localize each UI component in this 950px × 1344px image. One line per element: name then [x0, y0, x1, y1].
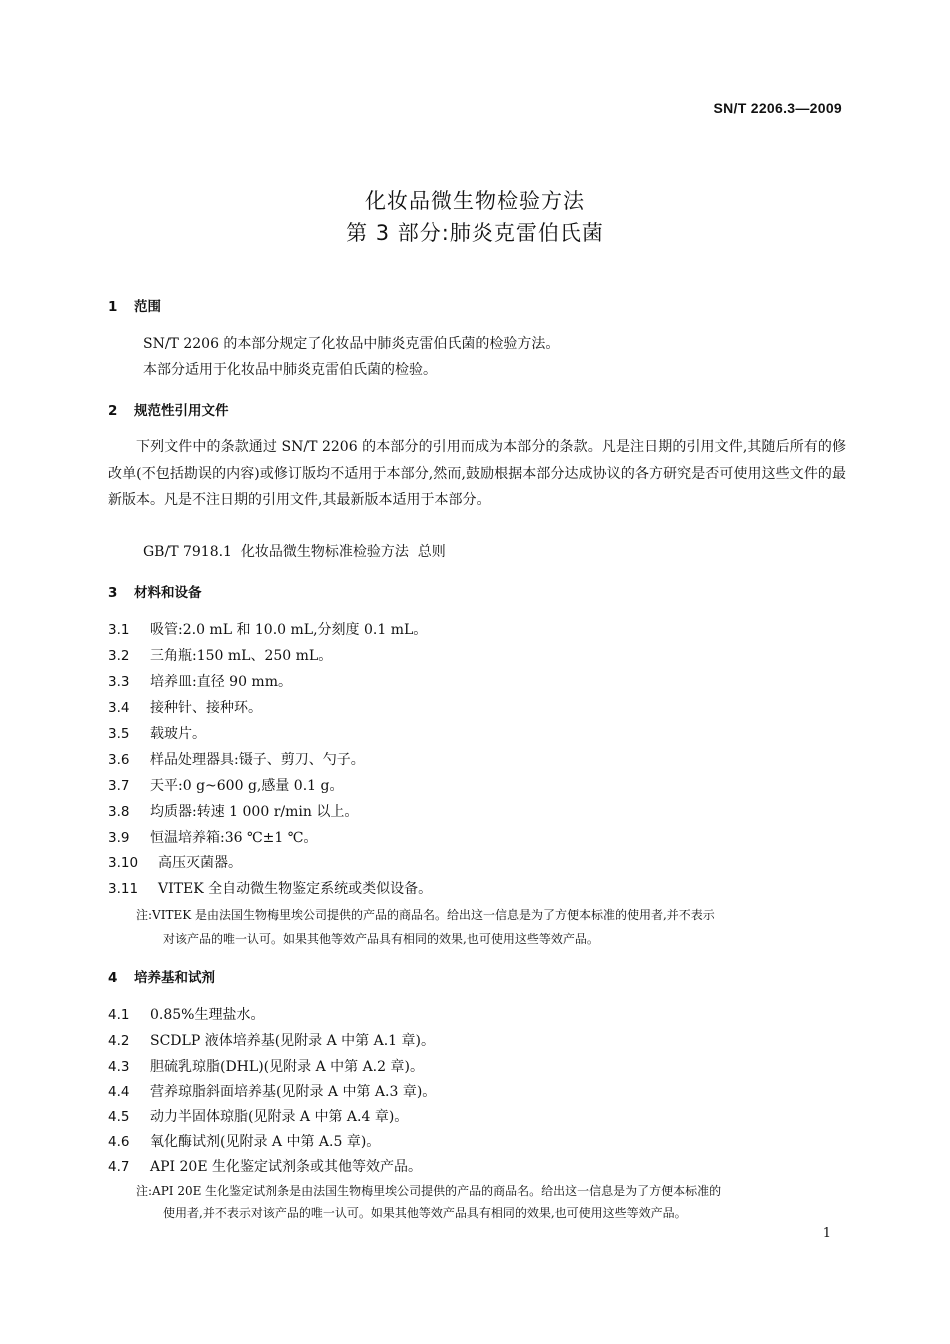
item-text: 恒温培养箱:36 ℃±1 ℃。 — [150, 830, 318, 846]
standard-code: SN/T 2206.3—2009 — [713, 100, 842, 116]
list-item — [108, 1056, 424, 1076]
item-text: 天平:0 g~600 g,感量 0.1 g。 — [150, 778, 344, 794]
list-item — [108, 852, 242, 872]
item-text: 均质器:转速 1 000 r/min 以上。 — [150, 804, 359, 820]
item-number: 3.2 — [108, 648, 130, 664]
note: 注:API 20E 生化鉴定试剂条是由法国生物梅里埃公司提供的产品的商品名。给出这一信息是为了方便本标准的 — [136, 1184, 722, 1198]
section-heading-3 — [108, 581, 202, 601]
item-number: 3.5 — [108, 726, 130, 742]
list-item — [108, 697, 262, 717]
item-number: 3.3 — [108, 674, 130, 690]
item-number: 4.5 — [108, 1109, 130, 1125]
item-text: 载玻片。 — [150, 726, 206, 742]
list-item — [108, 1156, 422, 1176]
item-number: 4.1 — [108, 1007, 130, 1023]
list-item — [108, 1004, 264, 1024]
section-heading-1 — [108, 295, 161, 315]
item-number: 4.4 — [108, 1084, 130, 1100]
list-item — [108, 1106, 408, 1126]
item-text: 样品处理器具:镊子、剪刀、勺子。 — [150, 752, 365, 768]
section-heading-2 — [108, 399, 229, 419]
note-continuation: 使用者,并不表示对该产品的唯一认可。如果其他等效产品具有相同的效果,也可使用这些等效产品。 — [163, 1206, 687, 1220]
list-item — [108, 645, 332, 665]
list-item — [108, 878, 432, 898]
item-number: 3.4 — [108, 700, 130, 716]
item-text: 接种针、接种环。 — [150, 700, 262, 716]
item-number: 4.6 — [108, 1134, 130, 1150]
section-title: 培养基和试剂 — [134, 970, 215, 986]
item-text: 三角瓶:150 mL、250 mL。 — [150, 648, 333, 664]
section-number: 2 — [108, 403, 118, 419]
list-item — [108, 671, 292, 691]
item-text: 氧化酶试剂(见附录 A 中第 A.5 章)。 — [150, 1134, 381, 1150]
paragraph: 本部分适用于化妆品中肺炎克雷伯氏菌的检验。 — [143, 362, 437, 378]
item-number: 4.7 — [108, 1159, 130, 1175]
item-number: 4.2 — [108, 1033, 130, 1049]
section-title: 范围 — [134, 299, 161, 315]
item-number: 3.6 — [108, 752, 130, 768]
item-text: 营养琼脂斜面培养基(见附录 A 中第 A.3 章)。 — [150, 1084, 437, 1100]
reference-entry: GB/T 7918.1 化妆品微生物标准检验方法 总则 — [143, 544, 446, 560]
item-text: SCDLP 液体培养基(见附录 A 中第 A.1 章)。 — [150, 1033, 435, 1049]
section-number: 1 — [108, 299, 118, 315]
item-number: 3.8 — [108, 804, 130, 820]
item-text: 培养皿:直径 90 mm。 — [150, 674, 292, 690]
document-title: 化妆品微生物检验方法 — [365, 189, 585, 213]
list-item — [108, 827, 317, 847]
item-number: 3.7 — [108, 778, 130, 794]
item-number: 3.1 — [108, 622, 130, 638]
item-number: 4.3 — [108, 1059, 130, 1075]
list-item — [108, 1131, 380, 1151]
document-subtitle: 第 3 部分:肺炎克雷伯氏菌 — [346, 221, 604, 245]
section-number: 3 — [108, 585, 118, 601]
list-item — [108, 619, 427, 639]
item-text: VITEK 全自动微生物鉴定系统或类似设备。 — [158, 881, 433, 897]
note-continuation: 对该产品的唯一认可。如果其他等效产品具有相同的效果,也可使用这些等效产品。 — [163, 932, 599, 946]
note: 注:VITEK 是由法国生物梅里埃公司提供的产品的商品名。给出这一信息是为了方便本标准的使用者,并不表示 — [136, 908, 715, 922]
section-number: 4 — [108, 970, 118, 986]
section-title: 材料和设备 — [134, 585, 202, 601]
item-number: 3.10 — [108, 855, 139, 871]
list-item — [108, 749, 365, 769]
item-text: 吸管:2.0 mL 和 10.0 mL,分刻度 0.1 mL。 — [150, 622, 428, 638]
list-item — [108, 1081, 436, 1101]
item-text: 胆硫乳琼脂(DHL)(见附录 A 中第 A.2 章)。 — [150, 1059, 424, 1075]
paragraph: SN/T 2206 的本部分规定了化妆品中肺炎克雷伯氏菌的检验方法。 — [143, 336, 560, 352]
list-item — [108, 723, 206, 743]
item-text: 高压灭菌器。 — [158, 855, 242, 871]
list-item — [108, 1030, 435, 1050]
item-text: API 20E 生化鉴定试剂条或其他等效产品。 — [150, 1159, 422, 1175]
section-title: 规范性引用文件 — [134, 403, 229, 419]
item-text: 0.85%生理盐水。 — [150, 1007, 265, 1023]
item-number: 3.11 — [108, 881, 139, 897]
normative-references-paragraph: 下列文件中的条款通过 SN/T 2206 的本部分的引用而成为本部分的条款。凡是注日期的引用文件,其随后所有的修改单(不包括勘误的内容)或修订版均不适用于本部分,然而,鼓励根据本部分达成协议的各方研究是否可使用这些文件的最新版本。凡是不注日期的引用文件,其最新版本适用于本部分。 — [108, 439, 846, 508]
list-item — [108, 801, 358, 821]
item-text: 动力半固体琼脂(见附录 A 中第 A.4 章)。 — [150, 1109, 409, 1125]
section-heading-4 — [108, 966, 215, 986]
item-number: 3.9 — [108, 830, 130, 846]
page-number: 1 — [822, 1226, 831, 1241]
list-item — [108, 775, 343, 795]
